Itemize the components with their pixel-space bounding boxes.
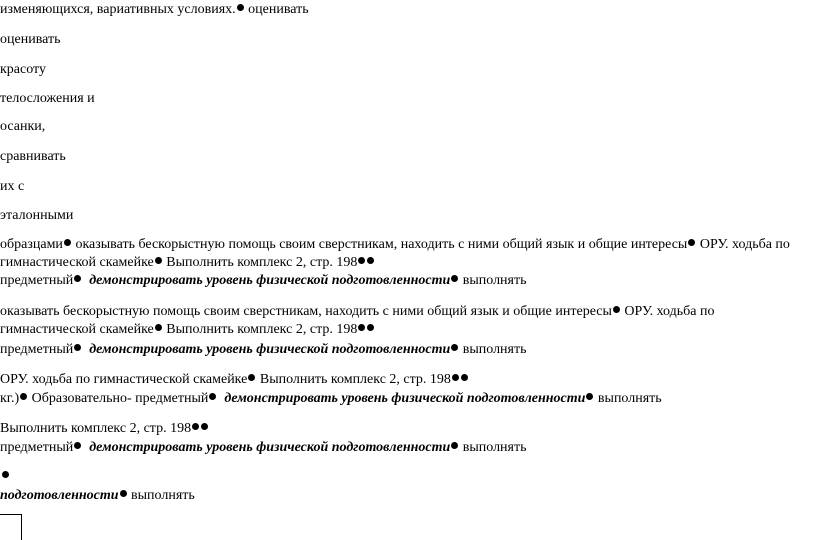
bullet-icon	[120, 490, 127, 497]
block1-line2	[0, 254, 375, 271]
emphasis-text: демонстрировать уровень физической подготовленности	[224, 391, 586, 406]
text-line-1	[0, 1, 309, 18]
bullet-icon	[192, 423, 199, 430]
block4-line1	[0, 420, 209, 437]
text-run: Выполнить комплекс 2, стр. 198	[162, 322, 358, 337]
bullet-icon	[155, 257, 162, 264]
text-run: гимнастической скамейке	[0, 322, 154, 337]
line-text: осанки,	[0, 119, 46, 134]
block3-line1	[0, 371, 469, 388]
bullet-icon	[248, 374, 255, 381]
block1-line3	[0, 272, 527, 289]
emphasis-text: демонстрировать уровень физической подготовленности	[89, 440, 451, 455]
text-run: гимнастической скамейке	[0, 255, 154, 270]
table-cell-border	[0, 514, 22, 540]
text-run: выполнять	[459, 440, 527, 455]
text-run: оказывать бескорыстную помощь своим сверстникам, находить с ними общий язык и общие интересы	[71, 237, 688, 252]
block2-line2	[0, 321, 375, 338]
text-run: ОРУ. ходьба по гимнастической скамейке	[0, 372, 248, 387]
text-run: ОРУ. ходьба по	[696, 237, 790, 252]
bullet-icon	[613, 306, 620, 313]
bullet-icon	[451, 344, 458, 351]
line-text: красоту	[0, 62, 46, 77]
bullet-icon	[367, 324, 374, 331]
bullet-icon	[451, 275, 458, 282]
bullet-icon	[358, 257, 365, 264]
line-text: телосложения и	[0, 91, 95, 106]
text-line-6	[0, 148, 66, 165]
text-run: Выполнить комплекс 2, стр. 198	[0, 421, 192, 436]
bullet-icon	[452, 374, 459, 381]
block5-line2	[0, 487, 195, 504]
text-run: предметный	[0, 273, 74, 288]
line-text: их с	[0, 179, 25, 194]
bullet-icon	[74, 442, 81, 449]
bullet-icon	[451, 442, 458, 449]
bullet-icon	[2, 471, 9, 478]
text-run: Выполнить комплекс 2, стр. 198	[256, 372, 451, 387]
text-line-8	[0, 207, 73, 224]
line-text: оценивать	[0, 32, 61, 47]
text-run: кг.)	[0, 391, 20, 406]
block2-line1	[0, 303, 714, 320]
text-run: выполнять	[459, 342, 527, 357]
text-line-2	[0, 31, 60, 48]
text-line-4	[0, 90, 95, 107]
bullet-icon	[64, 239, 71, 246]
bullet-icon	[74, 344, 81, 351]
line-text: сравнивать	[0, 149, 66, 164]
text-run: Образовательно- предметный	[28, 391, 209, 406]
emphasis-text: подготовленности	[0, 488, 119, 503]
bullet-icon	[209, 393, 216, 400]
block1-line1	[0, 236, 790, 253]
text-line-7	[0, 178, 24, 195]
bullet-icon	[155, 324, 162, 331]
text-run: предметный	[0, 440, 74, 455]
bullet-icon	[688, 239, 695, 246]
emphasis-text: демонстрировать уровень физической подготовленности	[89, 273, 451, 288]
line-text: эталонными	[0, 208, 74, 223]
bullet-icon	[201, 423, 208, 430]
text-line-3	[0, 61, 46, 78]
text-run: оказывать бескорыстную помощь своим сверстникам, находить с ними общий язык и общие интересы	[0, 304, 612, 319]
block3-line2	[0, 390, 662, 407]
text-run: выполнять	[594, 391, 662, 406]
text-run: образцами	[0, 237, 63, 252]
bullet-icon	[20, 393, 27, 400]
bullet-icon	[461, 374, 468, 381]
block5-line1	[0, 468, 10, 485]
text-run: выполнять	[127, 488, 195, 503]
line-text: изменяющихся, вариативных условиях.	[0, 2, 236, 17]
emphasis-text: демонстрировать уровень физической подготовленности	[89, 342, 451, 357]
bullet-icon	[586, 393, 593, 400]
text-run: выполнять	[459, 273, 527, 288]
bullet-icon	[367, 257, 374, 264]
block4-line2	[0, 439, 527, 456]
text-run: ОРУ. ходьба по	[620, 304, 715, 319]
bullet-icon	[237, 4, 244, 11]
bullet-icon	[358, 324, 365, 331]
bullet-icon	[74, 275, 81, 282]
line-text: оценивать	[244, 2, 309, 17]
text-line-5	[0, 118, 45, 135]
text-run: предметный	[0, 342, 74, 357]
block2-line3	[0, 341, 527, 358]
text-run: Выполнить комплекс 2, стр. 198	[162, 255, 358, 270]
